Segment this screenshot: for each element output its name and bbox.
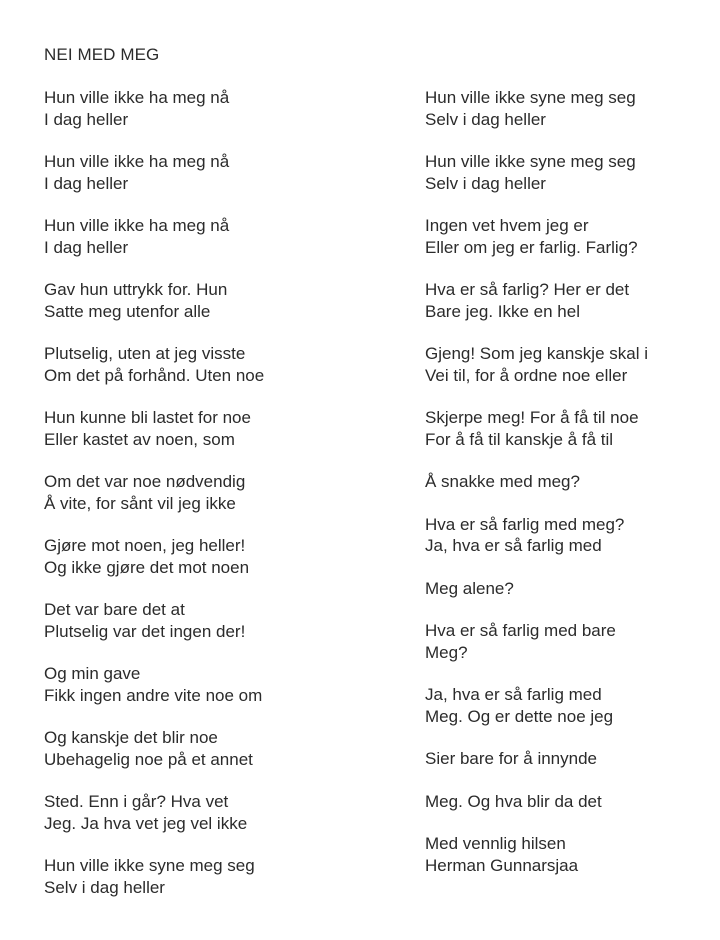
stanza <box>425 215 715 258</box>
poem-line: Meg? <box>425 642 468 662</box>
poem-line: Satte meg utenfor alle <box>44 301 211 321</box>
poem-line: Skjerpe meg! For å få til noe <box>425 408 639 427</box>
poem-line: I dag heller <box>44 109 129 129</box>
poem-line: Gjøre mot noen, jeg heller! <box>44 536 246 555</box>
stanza <box>425 279 715 322</box>
stanza <box>44 471 404 514</box>
poem-line: Hun ville ikke syne meg seg <box>44 856 255 875</box>
poem-line: Hva er så farlig med bare <box>425 621 616 640</box>
poem-line: Ubehagelig noe på et annet <box>44 749 253 769</box>
poem-line: Plutselig, uten at jeg visste <box>44 344 246 363</box>
poem-line: Eller om jeg er farlig. Farlig? <box>425 237 638 257</box>
poem-line: Gav hun uttrykk for. Hun <box>44 280 228 299</box>
poem-line: Å snakke med meg? <box>425 472 580 491</box>
poem-line: Selv i dag heller <box>44 877 165 897</box>
poem-line: Med vennlig hilsen <box>425 834 566 853</box>
poem-line: Sted. Enn i går? Hva vet <box>44 792 229 811</box>
stanza <box>44 599 404 642</box>
poem-line: Selv i dag heller <box>425 109 546 129</box>
stanza <box>44 791 404 834</box>
right-column <box>425 87 715 897</box>
poem-title: NEI MED MEG <box>44 45 160 64</box>
poem-line: Meg alene? <box>425 578 514 598</box>
poem-line: Hun ville ikke ha meg nå <box>44 216 230 235</box>
poem-line: Plutselig var det ingen der! <box>44 621 246 641</box>
poem-line: Meg. Og er dette noe jeg <box>425 706 614 726</box>
poem-line: Ja, hva er så farlig med <box>425 536 602 555</box>
stanza <box>44 727 404 770</box>
poem-line: Hun ville ikke ha meg nå <box>44 152 230 171</box>
left-column <box>44 87 404 919</box>
stanza <box>425 151 715 194</box>
poem-line: Ingen vet hvem jeg er <box>425 216 589 235</box>
poem-line: Meg. Og hva blir da det <box>425 791 602 811</box>
poem-line: Gjeng! Som jeg kanskje skal i <box>425 344 648 363</box>
poem-line: Jeg. Ja hva vet jeg vel ikke <box>44 813 248 833</box>
stanza <box>425 407 715 450</box>
stanza <box>44 215 404 258</box>
poem-line: Om det på forhånd. Uten noe <box>44 365 265 385</box>
poem-line: Selv i dag heller <box>425 173 546 193</box>
poem-line: Og min gave <box>44 664 141 683</box>
poem-line: For å få til kanskje å få til <box>425 429 614 449</box>
stanza <box>44 343 404 386</box>
stanza <box>425 791 715 813</box>
stanza <box>425 514 715 557</box>
poem-line: I dag heller <box>44 237 129 257</box>
stanza <box>425 684 715 727</box>
poem-line: Hun kunne bli lastet for noe <box>44 408 251 427</box>
poem-line: Hva er så farlig med meg? <box>425 514 625 534</box>
poem-line: Hun ville ikke syne meg seg <box>425 88 636 107</box>
poem-line: Eller kastet av noen, som <box>44 429 235 449</box>
poem-line: Hun ville ikke ha meg nå <box>44 88 230 107</box>
poem-line: Hva er så farlig? Her er det <box>425 280 630 299</box>
poem-line: Hun ville ikke syne meg seg <box>425 152 636 171</box>
poem-line: Herman Gunnarsjaa <box>425 855 579 875</box>
poem-line: Og kanskje det blir noe <box>44 728 218 747</box>
poem-line: Vei til, for å ordne noe eller <box>425 365 628 385</box>
stanza <box>44 663 404 706</box>
stanza <box>44 855 404 898</box>
poem-line: Og ikke gjøre det mot noen <box>44 557 250 577</box>
stanza <box>425 833 715 876</box>
stanza <box>44 279 404 322</box>
poem-line: Å vite, for sånt vil jeg ikke <box>44 493 236 513</box>
stanza <box>425 471 715 493</box>
poem-line: I dag heller <box>44 173 129 193</box>
poem-line: Det var bare det at <box>44 600 185 619</box>
poem-line: Om det var noe nødvendig <box>44 472 246 491</box>
stanza <box>425 343 715 386</box>
stanza <box>44 407 404 450</box>
poem-line: Bare jeg. Ikke en hel <box>425 301 580 321</box>
stanza <box>425 578 715 600</box>
poem-line: Fikk ingen andre vite noe om <box>44 685 263 705</box>
stanza <box>44 87 404 130</box>
poem-line: Ja, hva er så farlig med <box>425 685 602 704</box>
stanza <box>425 748 715 770</box>
stanza <box>425 620 715 663</box>
stanza <box>44 535 404 578</box>
stanza <box>425 87 715 130</box>
stanza <box>44 151 404 194</box>
poem-line: Sier bare for å innynde <box>425 749 597 768</box>
